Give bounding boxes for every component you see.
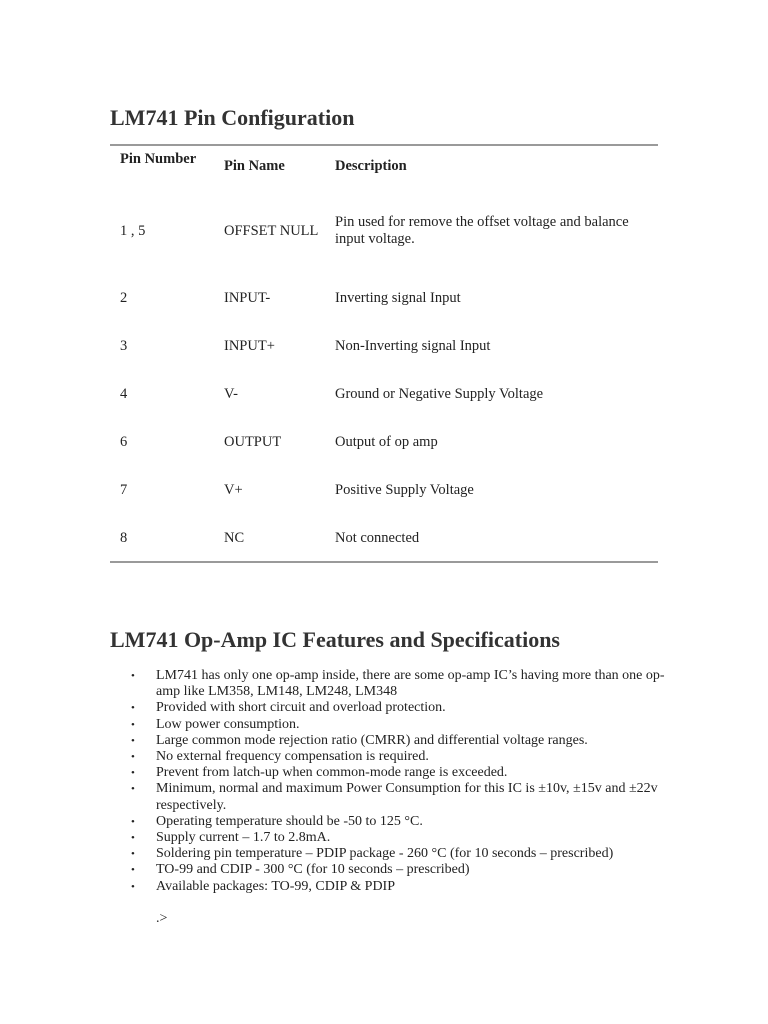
bullet-icon: •	[131, 880, 135, 893]
table-row	[110, 514, 658, 562]
list-item	[110, 814, 670, 830]
list-item-text: Operating temperature should be -50 to 125 °C.	[156, 813, 423, 829]
bullet-icon: •	[131, 751, 135, 764]
pin-number-cell: 3	[120, 337, 128, 354]
pin-number-cell: 2	[120, 289, 128, 306]
pin-name-cell: V+	[224, 481, 243, 498]
list-item-text: Supply current – 1.7 to 2.8mA.	[156, 830, 331, 846]
list-item	[110, 862, 670, 878]
bullet-icon: •	[131, 832, 135, 845]
list-item-text: TO-99 and CDIP - 300 °C (for 10 seconds – prescribed)	[156, 862, 470, 878]
table-row	[110, 188, 658, 274]
pin-description-cell: Positive Supply Voltage	[335, 481, 474, 498]
bullet-icon: •	[131, 718, 135, 731]
bullet-icon: •	[131, 767, 135, 780]
pin-number-cell: 6	[120, 433, 128, 450]
pin-description-cell: Inverting signal Input	[335, 289, 461, 306]
list-item-text: Minimum, normal and maximum Power Consumption for this IC is ±10v, ±15v and ±22v respectively.	[156, 781, 658, 813]
pin-name-cell: V-	[224, 385, 238, 402]
table-row	[110, 274, 658, 322]
features-list	[110, 668, 670, 895]
list-item	[110, 830, 670, 846]
list-item-text: Available packages: TO-99, CDIP & PDIP	[156, 878, 396, 894]
list-item-text: LM741 has only one op-amp inside, there are some op-amp IC’s having more than one op-amp like LM358, LM148, LM248, LM348	[156, 668, 665, 700]
pin-name-cell: NC	[224, 529, 245, 546]
pin-description-cell: Pin used for remove the offset voltage and balance input voltage.	[335, 214, 629, 247]
list-item	[110, 846, 670, 862]
pin-name-cell: INPUT+	[224, 337, 275, 354]
list-item	[110, 879, 670, 895]
pin-number-cell: 4	[120, 385, 128, 402]
list-item	[110, 749, 670, 765]
bullet-icon: •	[131, 783, 135, 796]
list-item-text: Provided with short circuit and overload protection.	[156, 700, 446, 716]
pin-name-cell: INPUT-	[224, 289, 271, 306]
list-item-text: Large common mode rejection ratio (CMRR) and differential voltage ranges.	[156, 732, 588, 748]
header-pin-number: Pin Number	[120, 151, 197, 167]
pin-description-cell: Ground or Negative Supply Voltage	[335, 385, 544, 402]
list-item	[110, 668, 670, 700]
bullet-icon: •	[131, 815, 135, 828]
header-pin-name: Pin Name	[224, 158, 285, 174]
bullet-icon: •	[131, 702, 135, 715]
section-title-features: LM741 Op-Amp IC Features and Specifications	[110, 627, 560, 652]
bullet-icon: •	[131, 848, 135, 861]
list-item	[110, 733, 670, 749]
pin-description-cell: Not connected	[335, 529, 420, 546]
table-bottom-rule	[110, 561, 658, 563]
bullet-icon: •	[131, 734, 135, 747]
pin-description-cell: Non-Inverting signal Input	[335, 337, 491, 354]
pin-name-cell: OFFSET NULL	[224, 222, 319, 239]
section-title-pin-configuration: LM741 Pin Configuration	[110, 105, 355, 130]
pin-number-cell: 8	[120, 529, 128, 546]
pin-name-cell: OUTPUT	[224, 433, 282, 450]
bullet-icon: •	[131, 670, 135, 682]
pin-number-cell: 1 , 5	[120, 222, 146, 239]
list-item-text: Prevent from latch-up when common-mode range is exceeded.	[156, 765, 508, 781]
table-header-row	[110, 146, 658, 188]
pin-description-cell: Output of op amp	[335, 433, 438, 450]
trailing-text: .>	[156, 911, 168, 926]
list-item-text: Low power consumption.	[156, 716, 300, 732]
pin-configuration-table	[110, 146, 658, 562]
list-item	[110, 765, 670, 781]
header-description: Description	[335, 158, 407, 174]
pin-number-cell: 7	[120, 481, 128, 498]
table-row	[110, 370, 658, 418]
list-item	[110, 700, 670, 716]
bullet-icon: •	[131, 864, 135, 877]
table-row	[110, 322, 658, 370]
list-item	[110, 717, 670, 733]
list-item	[110, 781, 670, 813]
table-row	[110, 466, 658, 514]
table-row	[110, 418, 658, 466]
list-item-text: Soldering pin temperature – PDIP package - 260 °C (for 10 seconds – prescribed)	[156, 846, 614, 862]
list-item-text: No external frequency compensation is required.	[156, 749, 429, 765]
